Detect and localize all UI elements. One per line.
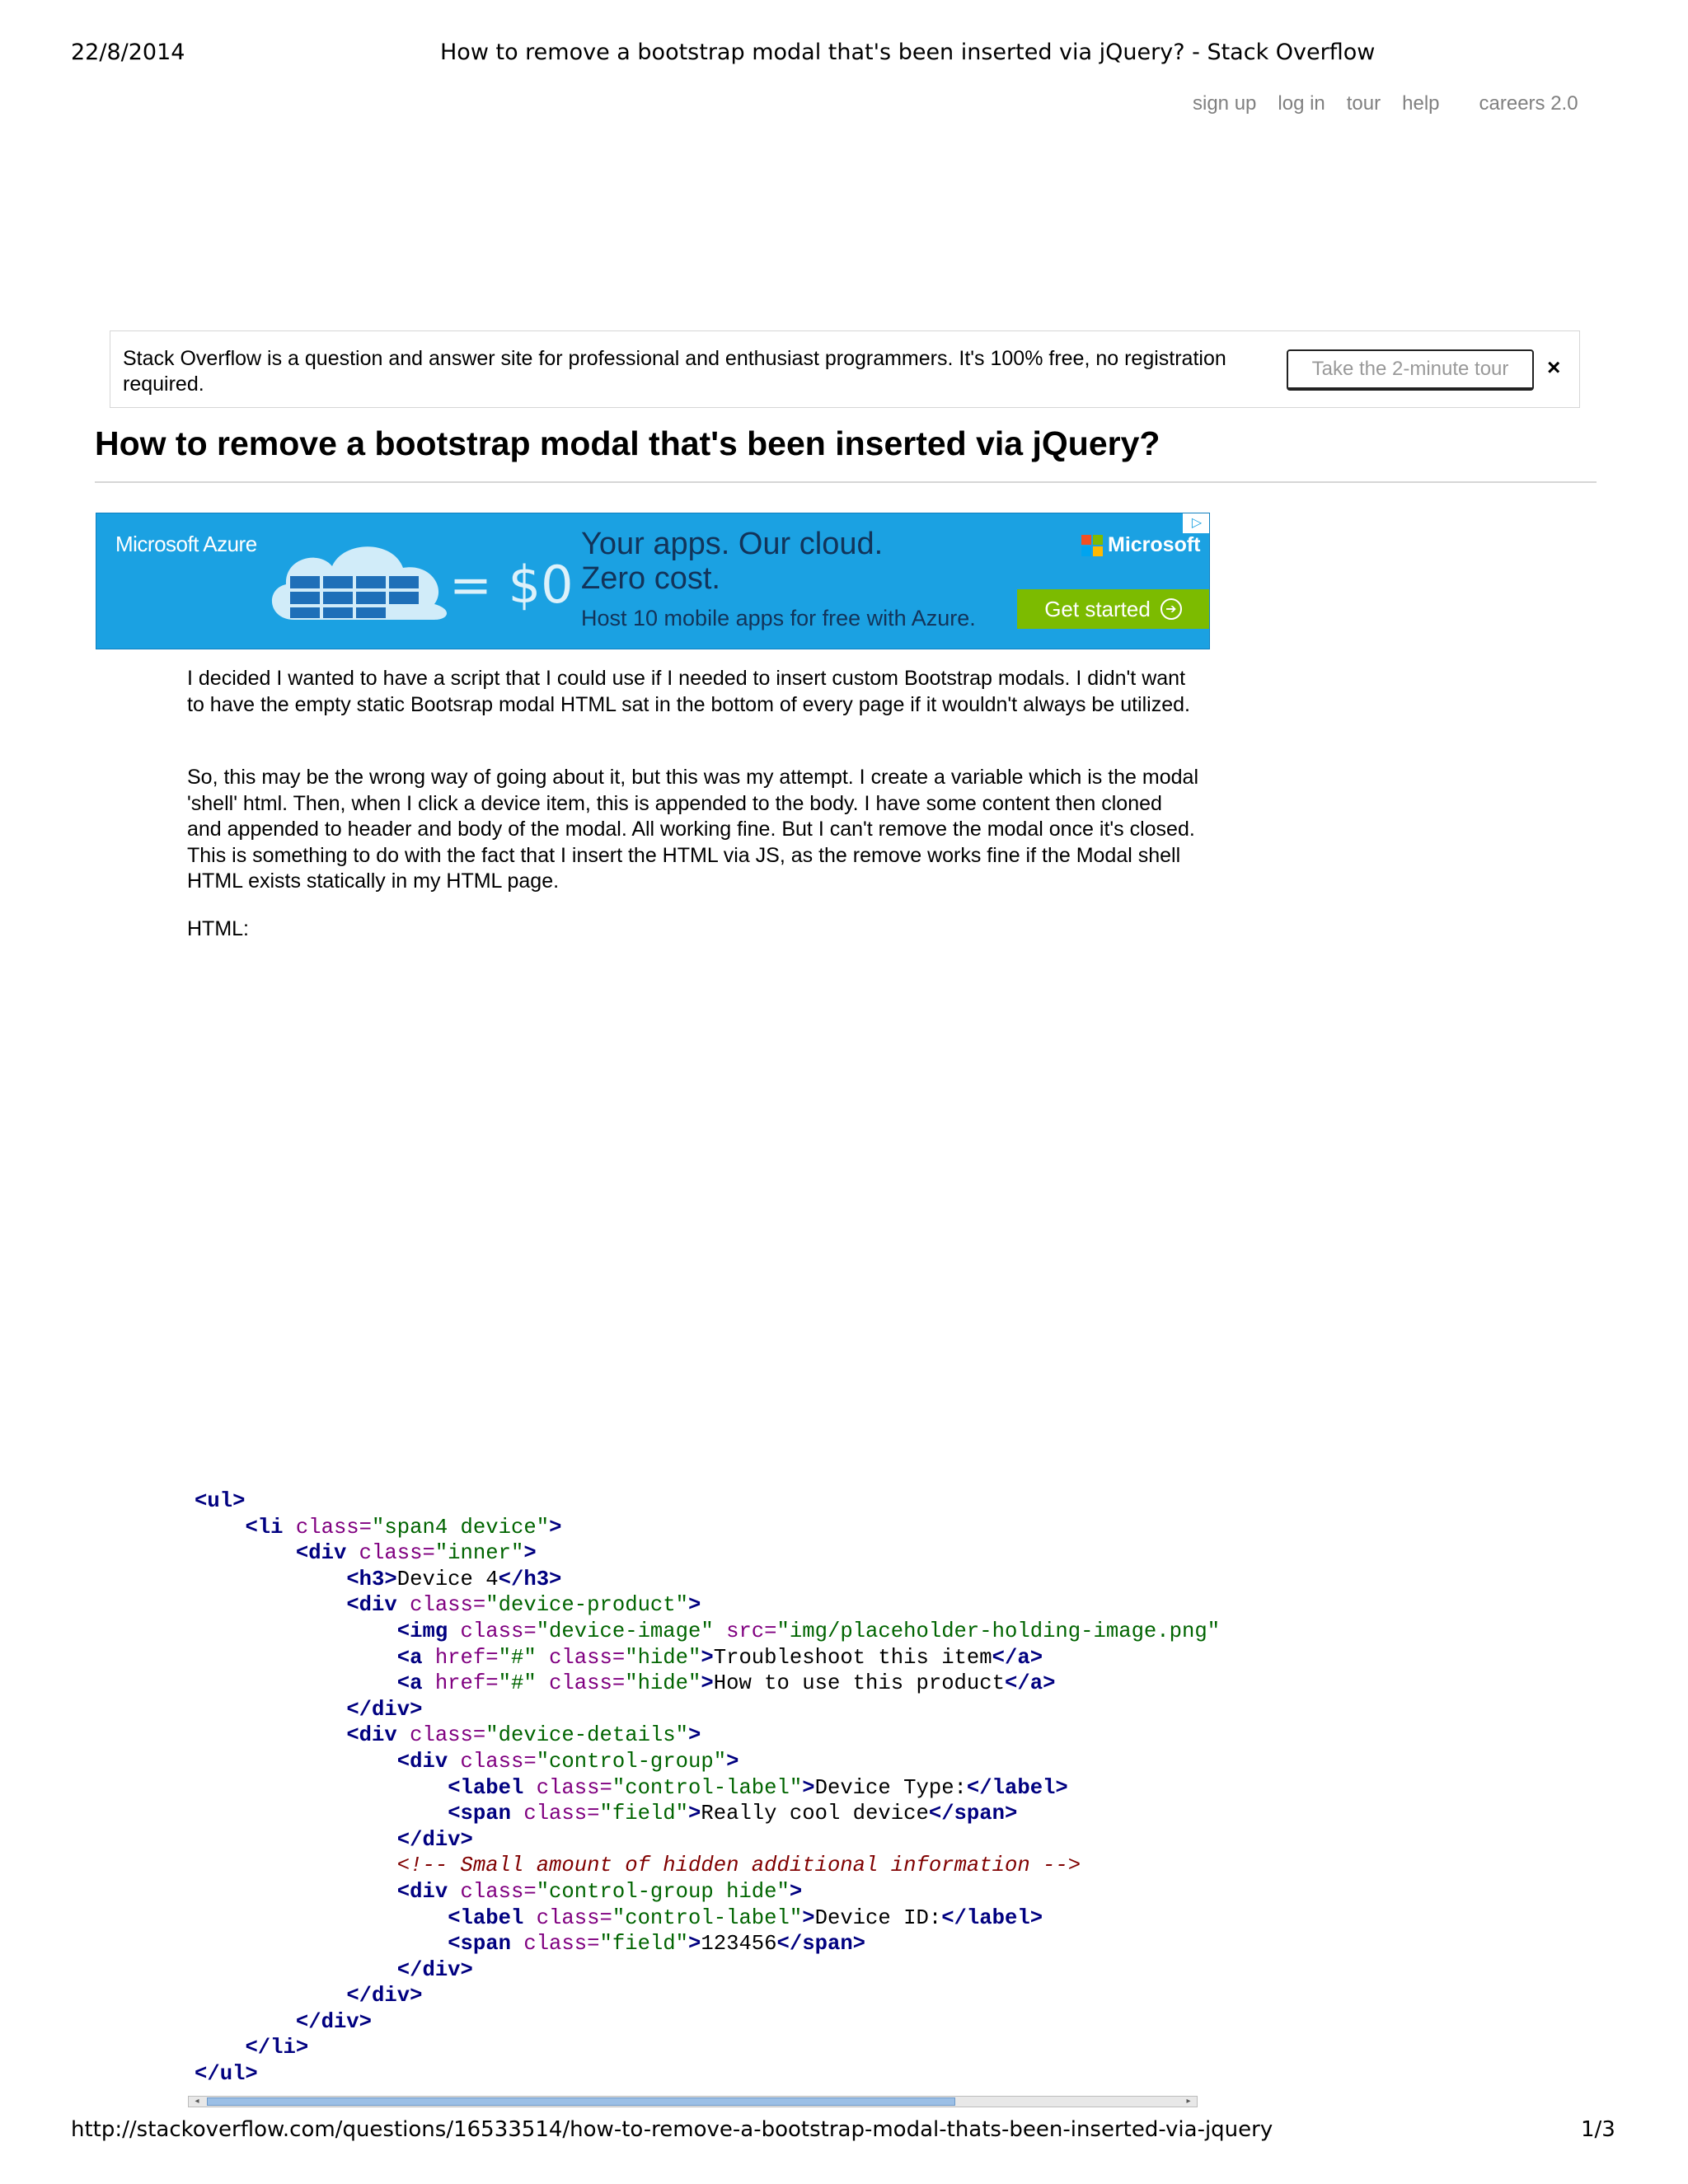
code-token-tag: <img bbox=[396, 1619, 448, 1643]
sign-up-link[interactable]: sign up bbox=[1193, 92, 1257, 115]
code-indent bbox=[195, 1568, 346, 1591]
code-indent bbox=[422, 1671, 434, 1695]
code-token-tag: </div> bbox=[396, 1827, 473, 1852]
code-indent bbox=[195, 1958, 397, 1982]
code-token-tag: <div bbox=[295, 1541, 347, 1566]
code-token-tag: </span> bbox=[928, 1802, 1018, 1826]
code-token-txt: Troubleshoot this item bbox=[713, 1645, 992, 1670]
code-token-attr: class= bbox=[523, 1802, 600, 1826]
print-page-title: How to remove a bootstrap modal that's been inserted via jQuery? - Stack Overflow bbox=[440, 40, 1376, 65]
code-token-tag: </label> bbox=[941, 1905, 1043, 1930]
print-url: http://stackoverflow.com/questions/16533514/how-to-remove-a-bootstrap-modal-thats-been-inserted-via-jquery bbox=[71, 2117, 1273, 2142]
code-token-tag: <h3> bbox=[346, 1567, 397, 1591]
code-indent bbox=[195, 1906, 448, 1930]
code-token-attr: class= bbox=[359, 1541, 435, 1566]
code-token-tag: <div bbox=[346, 1723, 397, 1748]
code-indent bbox=[195, 1619, 397, 1643]
code-indent bbox=[284, 1516, 296, 1540]
welcome-notice bbox=[110, 330, 1580, 408]
code-token-str: "control-label" bbox=[612, 1905, 803, 1930]
code-token-tag: <a bbox=[396, 1645, 423, 1670]
notice-text: Stack Overflow is a question and answer site for professional and enthusiast programmers. It's 100% free, no registration required. bbox=[123, 347, 1226, 396]
code-indent bbox=[195, 1776, 448, 1800]
code-token-attr: class= bbox=[460, 1879, 537, 1904]
microsoft-logo-icon bbox=[1081, 535, 1103, 556]
code-indent bbox=[448, 1880, 460, 1904]
code-indent bbox=[195, 1516, 245, 1540]
ad-choices-icon[interactable]: ▷ bbox=[1183, 513, 1210, 533]
code-token-tag: </div> bbox=[396, 1957, 473, 1982]
code-token-tag: > bbox=[688, 1723, 701, 1748]
code-token-str: "device-details" bbox=[485, 1723, 689, 1748]
tour-link[interactable]: tour bbox=[1346, 92, 1381, 115]
code-token-tag: > bbox=[523, 1541, 537, 1566]
code-token-str: "img/placeholder-holding-image.png" bbox=[776, 1619, 1221, 1643]
code-indent bbox=[346, 1541, 359, 1565]
code-token-attr: class= bbox=[460, 1619, 537, 1643]
code-token-tag: <a bbox=[396, 1671, 423, 1696]
question-paragraph: So, this may be the wrong way of going about it, but this was my attempt. I create a variable which is the modal 'shell' html. Then, when I click a device item, this is appended to the body. I have some content then cloned and appended to header and body of the modal. All working fine. But I can't remove the modal once it's closed. This is something to do with the fact that I insert the HTML via JS, as the remove works fine if the Modal shell HTML exists statically in my HTML page. bbox=[187, 766, 1199, 893]
code-indent bbox=[523, 1776, 536, 1800]
code-indent bbox=[714, 1619, 726, 1643]
code-token-attr: class= bbox=[410, 1723, 486, 1748]
code-token-attr: href= bbox=[434, 1645, 499, 1670]
code-indent bbox=[195, 1828, 397, 1852]
code-token-tag: > bbox=[789, 1879, 803, 1904]
ad-headline-line-1: Your apps. Our cloud. bbox=[581, 527, 884, 561]
code-indent bbox=[397, 1723, 410, 1747]
code-indent bbox=[195, 1750, 397, 1774]
code-token-attr: class= bbox=[410, 1593, 486, 1618]
code-indent bbox=[523, 1906, 536, 1930]
code-token-tag: > bbox=[688, 1593, 701, 1618]
code-indent bbox=[195, 1593, 346, 1617]
code-token-attr: class= bbox=[536, 1775, 612, 1800]
code-token-tag: <div bbox=[396, 1879, 448, 1904]
code-token-tag: <li bbox=[245, 1515, 284, 1540]
code-label: HTML: bbox=[187, 917, 249, 940]
code-token-attr: class= bbox=[549, 1645, 626, 1670]
code-indent bbox=[195, 1646, 397, 1670]
scroll-right-icon[interactable]: ▸ bbox=[1186, 2097, 1191, 2106]
top-nav bbox=[1193, 92, 1578, 115]
get-started-label: Get started bbox=[1044, 596, 1151, 621]
code-token-tag: <div bbox=[346, 1593, 397, 1618]
code-token-str: "hide" bbox=[625, 1645, 701, 1670]
code-indent bbox=[195, 2036, 245, 2060]
question-title[interactable]: How to remove a bootstrap modal that's been inserted via jQuery? bbox=[95, 424, 1160, 462]
code-token-str: "field" bbox=[599, 1932, 689, 1957]
ad-sponsor-name: Microsoft bbox=[1108, 533, 1201, 556]
code-horizontal-scrollbar[interactable] bbox=[188, 2096, 1198, 2107]
code-indent bbox=[448, 1750, 460, 1774]
code-token-tag: </span> bbox=[776, 1932, 866, 1957]
title-divider bbox=[95, 481, 1597, 483]
code-token-attr: class= bbox=[460, 1749, 537, 1774]
code-token-str: "field" bbox=[599, 1802, 689, 1826]
code-token-str: "inner" bbox=[434, 1541, 524, 1566]
question-paragraph: I decided I wanted to have a script that I could use if I needed to insert custom Bootstrap modals. I didn't want to have the empty static Bootsrap modal HTML sat in the bottom of every page if it wouldn't always be utilized. bbox=[187, 667, 1190, 716]
code-token-tag: </div> bbox=[346, 1984, 423, 2008]
code-token-tag: <ul> bbox=[195, 1489, 246, 1513]
ad-headline bbox=[581, 527, 883, 596]
code-indent bbox=[537, 1646, 549, 1670]
code-indent bbox=[537, 1671, 549, 1695]
code-token-tag: </a> bbox=[992, 1645, 1043, 1670]
print-page-number: 1/3 bbox=[1581, 2117, 1615, 2142]
code-indent bbox=[195, 1932, 448, 1956]
code-token-tag: <div bbox=[396, 1749, 448, 1774]
code-token-tag: > bbox=[701, 1671, 714, 1696]
code-token-tag: <label bbox=[448, 1775, 524, 1800]
code-token-str: "hide" bbox=[625, 1671, 701, 1696]
take-tour-button[interactable]: Take the 2-minute tour bbox=[1287, 349, 1534, 391]
code-token-tag: </div> bbox=[295, 2009, 373, 2034]
code-block bbox=[195, 1488, 1220, 2088]
code-token-tag: <label bbox=[448, 1905, 524, 1930]
code-token-str: "control-group hide" bbox=[536, 1879, 790, 1904]
code-token-tag: > bbox=[688, 1802, 701, 1826]
code-token-str: "device-product" bbox=[485, 1593, 689, 1618]
code-token-tag: > bbox=[701, 1645, 714, 1670]
code-token-txt: 123456 bbox=[701, 1932, 777, 1957]
code-token-attr: class= bbox=[523, 1932, 600, 1957]
scrollbar-thumb[interactable] bbox=[207, 2097, 955, 2106]
code-token-tag: </label> bbox=[966, 1775, 1068, 1800]
ad-subline: Host 10 mobile apps for free with Azure. bbox=[581, 606, 976, 630]
code-indent bbox=[195, 1671, 397, 1695]
code-indent bbox=[397, 1593, 410, 1617]
code-indent bbox=[195, 1698, 346, 1722]
help-link[interactable]: help bbox=[1402, 92, 1440, 115]
code-token-tag: <span bbox=[448, 1932, 511, 1957]
code-token-str: "#" bbox=[498, 1671, 537, 1696]
scroll-left-icon[interactable]: ◂ bbox=[195, 2097, 199, 2106]
ad-sponsor bbox=[1081, 533, 1201, 557]
code-indent bbox=[448, 1619, 460, 1643]
code-token-attr: class= bbox=[295, 1515, 373, 1540]
code-token-txt: How to use this product bbox=[713, 1671, 1005, 1696]
code-token-cmt: <!-- Small amount of hidden additional information --> bbox=[396, 1854, 1081, 1878]
code-token-tag: </ul> bbox=[195, 2062, 258, 2087]
code-indent bbox=[422, 1646, 434, 1670]
code-token-attr: class= bbox=[536, 1905, 612, 1930]
code-indent bbox=[195, 1880, 397, 1904]
code-indent bbox=[195, 1984, 346, 2008]
code-token-tag: </div> bbox=[346, 1697, 423, 1722]
get-started-button[interactable] bbox=[1017, 589, 1209, 629]
ad-brand: Microsoft Azure bbox=[115, 532, 257, 556]
code-token-attr: src= bbox=[726, 1619, 777, 1643]
code-token-tag: </a> bbox=[1005, 1671, 1056, 1696]
code-token-str: "#" bbox=[498, 1645, 537, 1670]
code-token-tag: > bbox=[688, 1932, 701, 1957]
code-indent bbox=[195, 1854, 397, 1877]
code-indent bbox=[511, 1932, 523, 1956]
code-token-tag: > bbox=[802, 1775, 815, 1800]
code-token-str: "span4 device" bbox=[372, 1515, 550, 1540]
code-token-str: "device-image" bbox=[536, 1619, 714, 1643]
ad-price: = $0 bbox=[449, 555, 574, 615]
ad-banner[interactable] bbox=[96, 513, 1210, 649]
code-token-tag: > bbox=[726, 1749, 739, 1774]
close-icon[interactable]: × bbox=[1547, 354, 1561, 380]
code-indent bbox=[195, 2010, 296, 2034]
arrow-right-icon: ➔ bbox=[1160, 598, 1182, 620]
code-indent bbox=[511, 1802, 523, 1825]
code-token-txt: Device 4 bbox=[396, 1567, 499, 1591]
log-in-link[interactable]: log in bbox=[1278, 92, 1325, 115]
code-token-txt: Device ID: bbox=[814, 1905, 942, 1930]
code-token-tag: > bbox=[802, 1905, 815, 1930]
cloud-icon bbox=[261, 533, 459, 624]
code-token-str: "control-label" bbox=[612, 1775, 803, 1800]
code-token-tag: <span bbox=[448, 1802, 511, 1826]
code-indent bbox=[195, 1541, 296, 1565]
code-token-tag: </h3> bbox=[498, 1567, 562, 1591]
code-token-txt: Device Type: bbox=[814, 1775, 967, 1800]
code-token-attr: href= bbox=[434, 1671, 499, 1696]
code-token-str: "control-group" bbox=[536, 1749, 727, 1774]
careers-link[interactable]: careers 2.0 bbox=[1479, 92, 1578, 115]
code-token-tag: > bbox=[549, 1515, 562, 1540]
code-indent bbox=[195, 1802, 448, 1825]
code-token-tag: </li> bbox=[245, 2036, 309, 2060]
ad-headline-line-2: Zero cost. bbox=[581, 561, 720, 596]
code-token-attr: class= bbox=[549, 1671, 626, 1696]
print-date: 22/8/2014 bbox=[71, 40, 185, 65]
code-indent bbox=[195, 1723, 346, 1747]
code-token-txt: Really cool device bbox=[701, 1802, 929, 1826]
